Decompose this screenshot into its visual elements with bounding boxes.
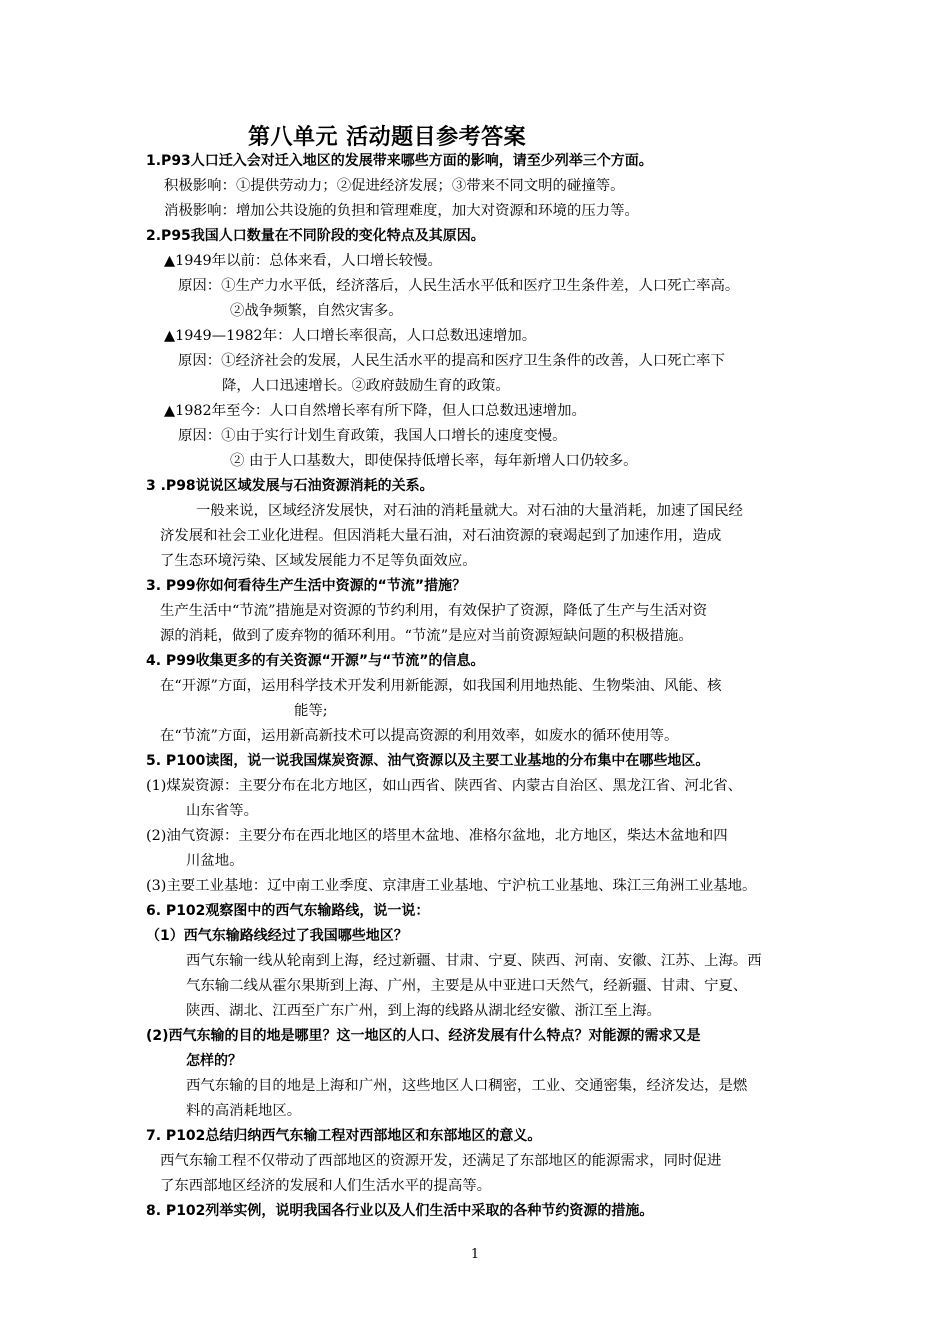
answer-line: 气东输二线从霍尔果斯到上海、广州，主要是从中亚进口天然气，经新疆、甘肃、宁夏、 bbox=[186, 978, 748, 994]
question-7: 7. P102总结归纳西气东输工程对西部地区和东部地区的意义。 bbox=[146, 1128, 542, 1144]
sub-question: （1）西气东输路线经过了我国哪些地区？ bbox=[146, 928, 408, 944]
answer-line: 了东西部地区经济的发展和人们生活水平的提高等。 bbox=[160, 1178, 491, 1194]
answer-line: 一般来说，区域经济发展快，对石油的消耗量就大。对石油的大量消耗，加速了国民经 bbox=[196, 503, 743, 519]
answer-line: 在“节流”方面，运用新高新技术可以提高资源的利用效率，如废水的循环使用等。 bbox=[160, 728, 679, 744]
question-6: 6. P102观察图中的西气东输路线，说一说： bbox=[146, 903, 430, 919]
answer-line: (3)主要工业基地：辽中南工业季度、京津唐工业基地、宁沪杭工业基地、珠江三角洲工业基地。 bbox=[146, 878, 757, 894]
page-number: 1 bbox=[470, 1247, 480, 1262]
answer-line: ② 由于人口基数大，即使保持低增长率，每年新增人口仍较多。 bbox=[230, 453, 638, 469]
answer-line: 能等; bbox=[294, 703, 328, 719]
answer-line: 原因：①生产力水平低，经济落后，人民生活水平低和医疗卫生条件差，人口死亡率高。 bbox=[178, 278, 740, 294]
answer-line: ▲1949年以前：总体来看，人口增长较慢。 bbox=[164, 253, 442, 269]
answer-line: 生产生活中“节流”措施是对资源的节约利用，有效保护了资源，降低了生产与生活对资 bbox=[160, 603, 708, 619]
answer-line: 原因：①由于实行计划生育政策，我国人口增长的速度变慢。 bbox=[178, 428, 567, 444]
question-1: 1.P93人口迁入会对迁入地区的发展带来哪些方面的影响，请至少列举三个方面。 bbox=[146, 153, 653, 169]
answer-line: 降，人口迅速增长。②政府鼓励生育的政策。 bbox=[222, 378, 510, 394]
answer-line: 料的高消耗地区。 bbox=[186, 1103, 302, 1119]
answer-line: 在“开源”方面，运用科学技术开发利用新能源，如我国利用地热能、生物柴油、风能、核 bbox=[160, 678, 722, 694]
question-5: 5. P100读图，说一说我国煤炭资源、油气资源以及主要工业基地的分布集中在哪些地区。 bbox=[146, 753, 710, 769]
answer-line: (1)煤炭资源：主要分布在北方地区，如山西省、陕西省、内蒙古自治区、黑龙江省、河北省、 bbox=[146, 778, 743, 794]
answer-line: 源的消耗，做到了废弃物的循环利用。“节流”是应对当前资源短缺问题的积极措施。 bbox=[160, 628, 693, 644]
page-title: 第八单元 活动题目参考答案 bbox=[248, 125, 527, 150]
question-3a: 3 .P98说说区域发展与石油资源消耗的关系。 bbox=[146, 478, 434, 494]
answer-line: 西气东输的目的地是上海和广州，这些地区人口稠密，工业、交通密集，经济发达，是燃 bbox=[186, 1078, 748, 1094]
question-8: 8. P102列举实例，说明我国各行业以及人们生活中采取的各种节约资源的措施。 bbox=[146, 1203, 654, 1219]
sub-question: 怎样的？ bbox=[186, 1053, 242, 1069]
answer-line: 了生态环境污染、区域发展能力不足等负面效应。 bbox=[160, 553, 477, 569]
sub-question: (2)西气东输的目的地是哪里？这一地区的人口、经济发展有什么特点？对能源的需求又是 bbox=[146, 1028, 701, 1044]
answer-line: ▲1982年至今：人口自然增长率有所下降，但人口总数迅速增加。 bbox=[164, 403, 586, 419]
answer-line: 西气东输工程不仅带动了西部地区的资源开发，还满足了东部地区的能源需求，同时促进 bbox=[160, 1153, 722, 1169]
question-2: 2.P95我国人口数量在不同阶段的变化特点及其原因。 bbox=[146, 228, 485, 244]
answer-line: ▲1949—1982年：人口增长率很高，人口总数迅速增加。 bbox=[164, 328, 537, 344]
answer-line: 消极影响：增加公共设施的负担和管理难度，加大对资源和环境的压力等。 bbox=[164, 203, 639, 219]
answer-line: (2)油气资源：主要分布在西北地区的塔里木盆地、准格尔盆地，北方地区，柴达木盆地和四 bbox=[146, 828, 728, 844]
question-4: 4. P99收集更多的有关资源“开源”与“节流”的信息。 bbox=[146, 653, 485, 669]
answer-line: 川盆地。 bbox=[186, 853, 244, 869]
answer-line: 济发展和社会工业化进程。但因消耗大量石油，对石油资源的衰竭起到了加速作用，造成 bbox=[160, 528, 722, 544]
question-3b: 3. P99你如何看待生产生活中资源的“节流”措施？ bbox=[146, 578, 467, 594]
answer-line: 原因：①经济社会的发展，人民生活水平的提高和医疗卫生条件的改善，人口死亡率下 bbox=[178, 353, 725, 369]
answer-line: 陕西、湖北、江西至广东广州，到上海的线路从湖北经安徽、浙江至上海。 bbox=[186, 1003, 661, 1019]
answer-line: ②战争频繁，自然灾害多。 bbox=[230, 303, 403, 319]
answer-line: 山东省等。 bbox=[186, 803, 258, 819]
answer-line: 积极影响：①提供劳动力；②促进经济发展；③带来不同文明的碰撞等。 bbox=[164, 178, 625, 194]
answer-line: 西气东输一线从轮南到上海，经过新疆、甘肃、宁夏、陕西、河南、安徽、江苏、上海。西 bbox=[186, 953, 762, 969]
